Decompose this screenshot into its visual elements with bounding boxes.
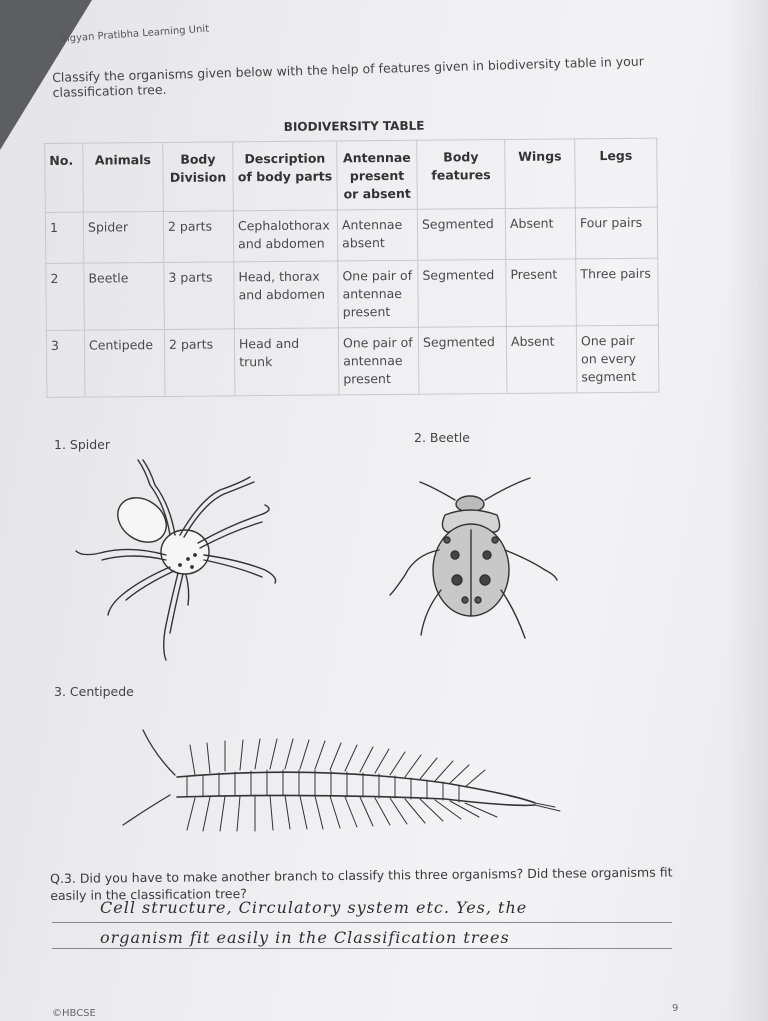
table-title: BIODIVERSITY TABLE — [283, 118, 425, 134]
table-row — [45, 207, 657, 263]
answer-rule-1 — [52, 922, 672, 923]
biodiversity-table — [44, 138, 659, 398]
table-cell: 1 — [45, 212, 83, 263]
instruction-text: Classify the organisms given below with the help of features given in biodiversity table in your classification tree. — [52, 53, 645, 100]
centipede-label: 3. Centipede — [54, 684, 134, 699]
col-header-description: Description of body parts — [233, 141, 338, 211]
page-edge — [728, 0, 768, 1021]
footer-copyright: ©HBCSE — [52, 1008, 96, 1019]
table-cell: Four pairs — [575, 207, 657, 259]
table-cell: Head, thorax and abdomen — [234, 261, 339, 329]
table-cell: Segmented — [417, 208, 505, 260]
table-header-row — [45, 138, 658, 212]
table-row — [46, 325, 659, 397]
col-header-legs: Legs — [575, 138, 658, 208]
table-cell: Centipede — [84, 329, 165, 397]
page-number: 9 — [672, 1003, 679, 1014]
biodiversity-table-section — [44, 111, 666, 398]
col-header-wings: Wings — [505, 139, 576, 209]
unit-header: Vigyan Pratibha Learning Unit — [60, 23, 210, 45]
centipede-illustration — [115, 725, 565, 840]
table-cell: One pair of antennae present — [338, 327, 419, 395]
spider-illustration — [70, 455, 290, 665]
table-cell: Present — [506, 259, 577, 327]
table-cell: Absent — [505, 208, 575, 260]
col-header-antennae: Antennae present or absent — [337, 140, 418, 210]
table-cell: Absent — [506, 326, 577, 394]
table-cell: Beetle — [84, 262, 165, 330]
table-cell: One pair on every segment — [576, 325, 659, 393]
question-3: Q.3. Did you have to make another branch to classify this three organisms? Did these organisms fit easily in the classification tree? — [50, 864, 673, 903]
table-row — [46, 258, 659, 330]
table-cell: Spider — [83, 211, 163, 263]
table-cell: Antennae absent — [337, 209, 417, 261]
spider-label: 1. Spider — [54, 437, 111, 452]
table-cell: Head and trunk — [234, 328, 339, 396]
table-cell: 2 — [46, 263, 85, 330]
table-cell: 3 parts — [164, 262, 235, 330]
table-cell: Three pairs — [576, 258, 659, 326]
table-cell: Cephalothorax and abdomen — [233, 210, 337, 262]
col-header-body-division: Body Division — [163, 142, 234, 212]
beetle-illustration — [385, 470, 565, 650]
table-cell: Segmented — [418, 259, 507, 327]
table-cell: 2 parts — [164, 329, 235, 397]
handwritten-answer-line1: Cell structure, Circulatory system etc. Yes, the — [100, 898, 528, 917]
col-header-body-features: Body features — [417, 139, 506, 209]
col-header-animals: Animals — [83, 142, 164, 212]
col-header-no: No. — [45, 143, 84, 212]
table-cell: 2 parts — [163, 211, 233, 263]
beetle-label: 2. Beetle — [414, 430, 470, 445]
table-cell: One pair of antennae present — [338, 260, 419, 328]
answer-rule-2 — [52, 948, 672, 949]
table-cell: Segmented — [418, 326, 507, 394]
handwritten-answer-line2: organism fit easily in the Classification trees — [100, 928, 510, 947]
table-cell: 3 — [46, 330, 85, 397]
